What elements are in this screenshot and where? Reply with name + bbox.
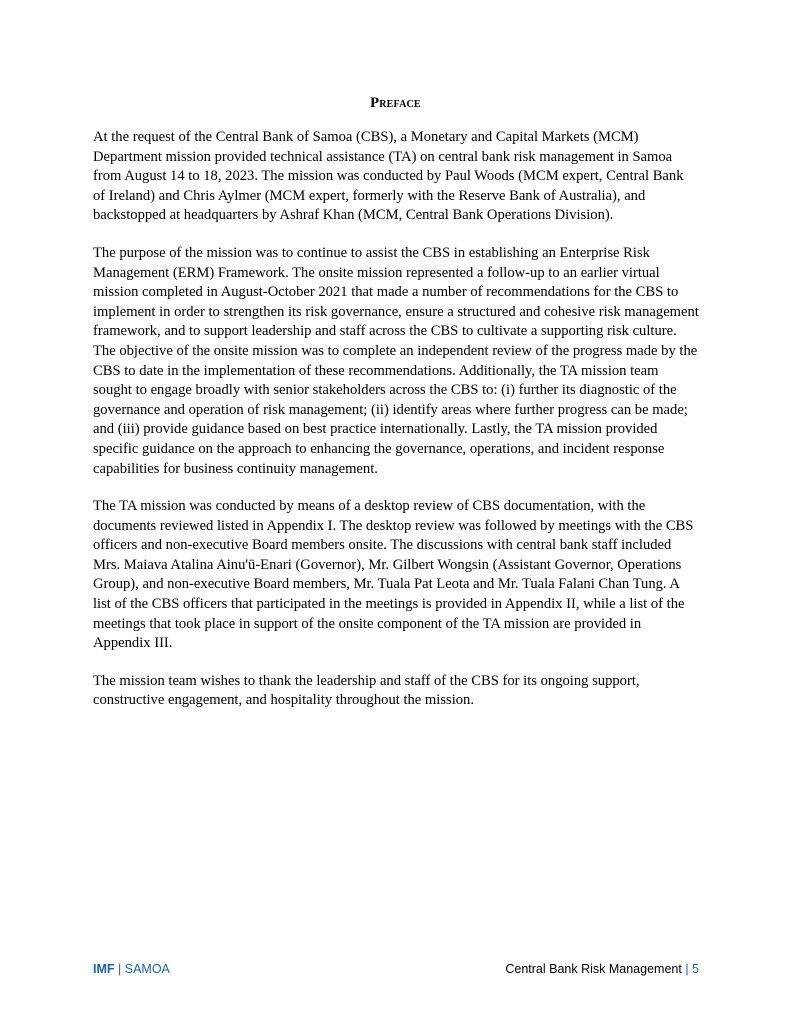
footer-separator: | — [118, 962, 122, 976]
paragraph-thanks: The mission team wishes to thank the leadership and staff of the CBS for its ongoing support, constructive engagement, and hospitality throughout the mission. — [93, 672, 640, 709]
footer-country: SAMOA — [124, 962, 170, 976]
paragraph-request: At the request of the Central Bank of Samoa (CBS), a Monetary and Capital Markets (MCM) Department mission provided technical assistance (TA) on central bank risk management in Samoa from August 14 to 18, 2023. The mission was conducted by Paul Woods (MCM expert, Central Bank of Ireland) and Chris Aylmer (MCM expert, formerly with the Reserve Bank of Australia), and backstopped at headquarters by Ashraf Khan (MCM, Central Bank Operations Division). — [93, 129, 684, 224]
page-footer — [93, 962, 699, 980]
section-heading: Preface — [370, 95, 421, 111]
body-text — [93, 128, 699, 729]
footer-brand: IMF — [93, 962, 115, 976]
footer-separator-right: | — [685, 962, 689, 976]
footer-right — [505, 962, 699, 976]
footer-doc-title: Central Bank Risk Management — [505, 962, 682, 976]
footer-left — [93, 962, 170, 976]
page-number: 5 — [692, 962, 699, 976]
paragraph-method: The TA mission was conducted by means of a desktop review of CBS documentation, with the documents reviewed listed in Appendix I. The desktop review was followed by meetings with the CBS officers and non-executive Board members onsite. The discussions with central bank staff included Mrs. Maiava Atalina Ainu'ū-Enari (Governor), Mr. Gilbert Wongsin (Assistant Governor, Operations Group), and non-executive Board members, Mr. Tuala Pat Leota and Mr. Tuala Falani Chan Tung. A list of the CBS officers that participated in the meetings is provided in Appendix II, while a list of the meetings that took place in support of the onsite component of the TA mission are provided in Appendix III. — [93, 498, 694, 652]
paragraph-purpose: The purpose of the mission was to continue to assist the CBS in establishing an Enterprise Risk Management (ERM) Framework. The onsite mission represented a follow-up to an earlier virtual mission completed in August-October 2021 that made a number of recommendations for the CBS to implement in order to strengthen its risk governance, ensure a structured and cohesive risk management framework, and to support leadership and staff across the CBS to cultivate a supporting risk culture. The objective of the onsite mission was to complete an independent review of the progress made by the CBS to date in the implementation of these recommendations. Additionally, the TA mission team sought to engage broadly with senior stakeholders across the CBS to: (i) further its diagnostic of the governance and operation of risk management; (ii) identify areas where further progress can be made; and (iii) provide guidance based on best practice internationally. Lastly, the TA mission provided specific guidance on the approach to enhancing the governance, operations, and incident response capabilities for business continuity management. — [93, 244, 699, 477]
